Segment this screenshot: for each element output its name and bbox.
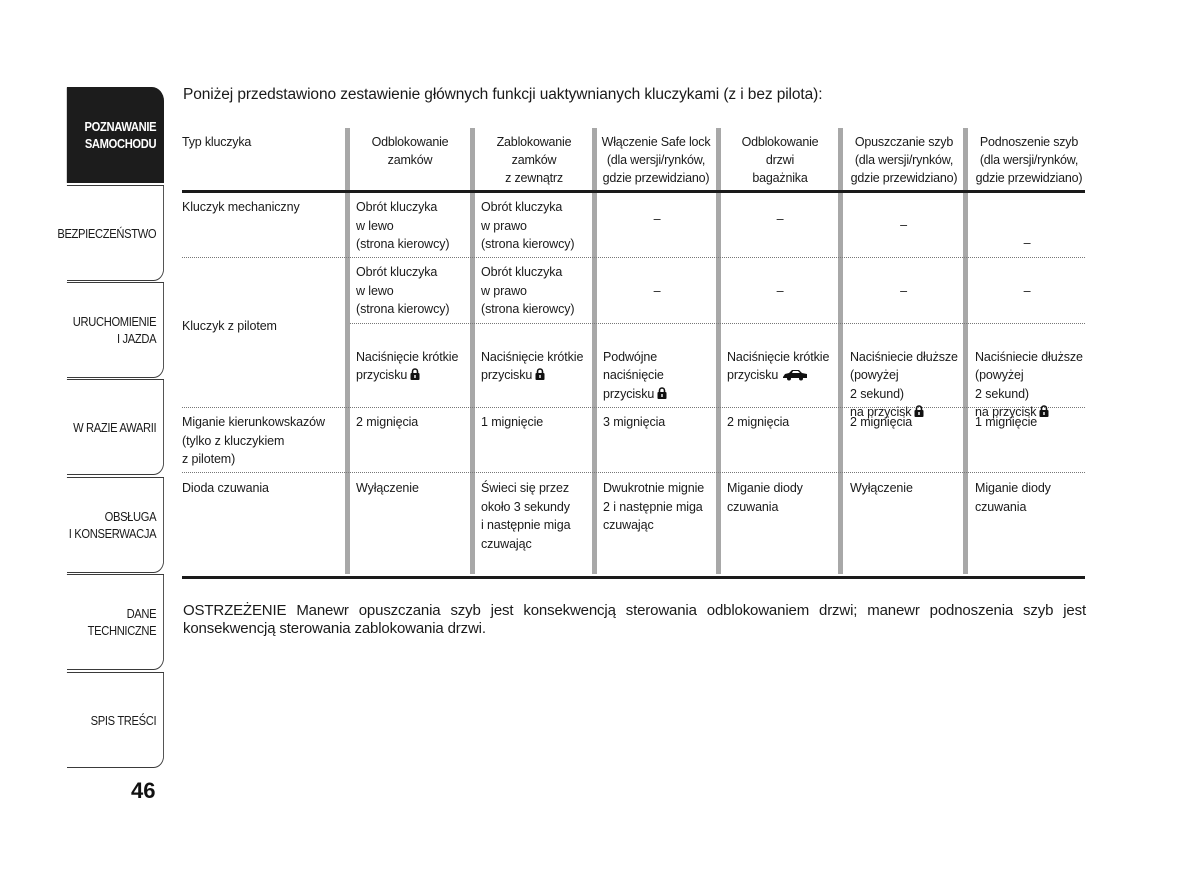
cell-remote-unlock-turn: Obrót kluczyka w lewo (strona kierowcy) <box>356 265 450 316</box>
cell-blink-windows-down: 2 mignięcia <box>850 415 913 429</box>
tab-poznawanie-samochodu[interactable]: POZNAWANIE SAMOCHODU <box>67 87 164 183</box>
cell-mech-safelock: – <box>653 212 661 226</box>
cell-blink-lock: 1 mignięcie <box>481 415 544 429</box>
cell-remote-windows-up-button: Naciśniecie dłuższe (powyżej 2 sekund) na przycisk <box>975 349 1083 419</box>
cell-blink-windows-up: 1 mignięcie <box>975 415 1038 429</box>
unlock-padlock-icon <box>410 368 420 380</box>
lock-padlock-icon <box>1039 405 1049 417</box>
cell-blink-safelock: 3 mignięcia <box>603 415 666 429</box>
cell-blink-unlock: 2 mignięcia <box>356 415 419 429</box>
header-key-type: Typ kluczyka <box>182 135 252 149</box>
tab-bezpieczenstwo[interactable]: BEZPIECZEŃSTWO <box>67 185 164 281</box>
cell-remote-trunk-button: Naciśnięcie krótkie przycisku <box>727 329 829 387</box>
cell-remote-windows-up-turn: – <box>1023 284 1031 298</box>
cell-remote-windows-down-turn: – <box>900 284 907 298</box>
column-divider <box>716 128 721 574</box>
column-divider <box>838 128 843 574</box>
lock-padlock-icon <box>657 387 667 399</box>
header-trunk: Odblokowanie drzwi bagażnika <box>741 135 819 185</box>
column-divider <box>470 128 475 574</box>
row-label-indicators: Miganie kierunkowskazów (tylko z kluczykiem z pilotem) <box>182 415 325 466</box>
cell-mech-windows-up: – <box>1023 236 1031 250</box>
header-unlock: Odblokowanie zamków <box>371 135 449 167</box>
warning-note: OSTRZEŻENIE Manewr opuszczania szyb jest konsekwencją sterowania odblokowaniem drzwi; manewr podnoszenia szyb jest konsekwencją sterowania zablokowania drzwi. <box>183 602 1086 637</box>
cell-remote-trunk-turn: – <box>776 284 784 298</box>
header-rule <box>182 190 1085 193</box>
cell-mech-unlock: Obrót kluczyka w lewo (strona kierowcy) <box>356 200 450 251</box>
row-label-remote: Kluczyk z pilotem <box>182 319 277 333</box>
column-divider <box>345 128 350 574</box>
page-number: 46 <box>131 778 156 803</box>
cell-diode-safelock: Dwukrotnie mignie 2 i następnie miga czuwając <box>603 481 705 532</box>
header-lock: Zablokowanie zamków z zewnątrz <box>496 135 572 185</box>
cell-diode-trunk: Miganie diody czuwania <box>727 481 803 514</box>
bottom-rule <box>182 576 1085 579</box>
cell-remote-lock-turn: Obrót kluczyka w prawo (strona kierowcy) <box>481 265 575 316</box>
cell-remote-lock-button: Naciśnięcie krótkie przycisku <box>481 349 584 382</box>
intro-text: Poniżej przedstawiono zestawienie głównych funkcji uaktywnianych kluczykami (z i bez pilota): <box>183 86 823 103</box>
tab-uruchomienie-i-jazda[interactable]: URUCHOMIENIE I JAZDA <box>67 282 164 378</box>
header-windows-down: Opuszczanie szyb (dla wersji/rynków, gdzie przewidziano) <box>850 135 958 185</box>
unlock-padlock-icon <box>914 405 924 417</box>
lock-padlock-icon <box>535 368 545 380</box>
row-label-diode: Dioda czuwania <box>182 481 269 495</box>
cell-remote-safelock-button: Podwójne naciśnięcie przycisku <box>603 329 667 403</box>
row-label-mechanical: Kluczyk mechaniczny <box>182 200 300 214</box>
cell-mech-windows-down: – <box>900 218 907 232</box>
car-trunk-icon <box>782 368 808 387</box>
cell-remote-safelock-turn: – <box>653 284 661 298</box>
tab-dane-techniczne[interactable]: DANE TECHNICZNE <box>67 574 164 670</box>
row-separator <box>182 472 1085 473</box>
header-safe-lock: Włączenie Safe lock (dla wersji/rynków, gdzie przewidziano) <box>601 135 711 185</box>
cell-diode-windows-down: Wyłączenie <box>850 481 913 495</box>
cell-remote-unlock-button: Naciśnięcie krótkie przycisku <box>356 349 459 382</box>
column-divider <box>963 128 968 574</box>
cell-diode-windows-up: Miganie diody czuwania <box>975 481 1051 514</box>
cell-blink-trunk: 2 mignięcia <box>727 415 790 429</box>
cell-mech-lock: Obrót kluczyka w prawo (strona kierowcy) <box>481 200 575 251</box>
tab-obsluga-i-konserwacja[interactable]: OBSŁUGA I KONSERWACJA <box>67 477 164 573</box>
tab-spis-tresci[interactable]: SPIS TREŚCI <box>67 672 164 768</box>
cell-remote-windows-down-button: Naciśniecie dłuższe (powyżej 2 sekund) na przycisk <box>850 349 958 419</box>
header-windows-up: Podnoszenie szyb (dla wersji/rynków, gdzie przewidziano) <box>975 135 1083 185</box>
cell-diode-unlock: Wyłączenie <box>356 481 419 495</box>
row-separator <box>182 257 1085 258</box>
column-divider <box>592 128 597 574</box>
cell-mech-trunk: – <box>776 212 784 226</box>
tab-w-razie-awarii[interactable]: W RAZIE AWARII <box>67 379 164 475</box>
row-separator <box>350 323 1085 324</box>
cell-diode-lock: Świeci się przez około 3 sekundy i następnie miga czuwając <box>481 481 571 551</box>
